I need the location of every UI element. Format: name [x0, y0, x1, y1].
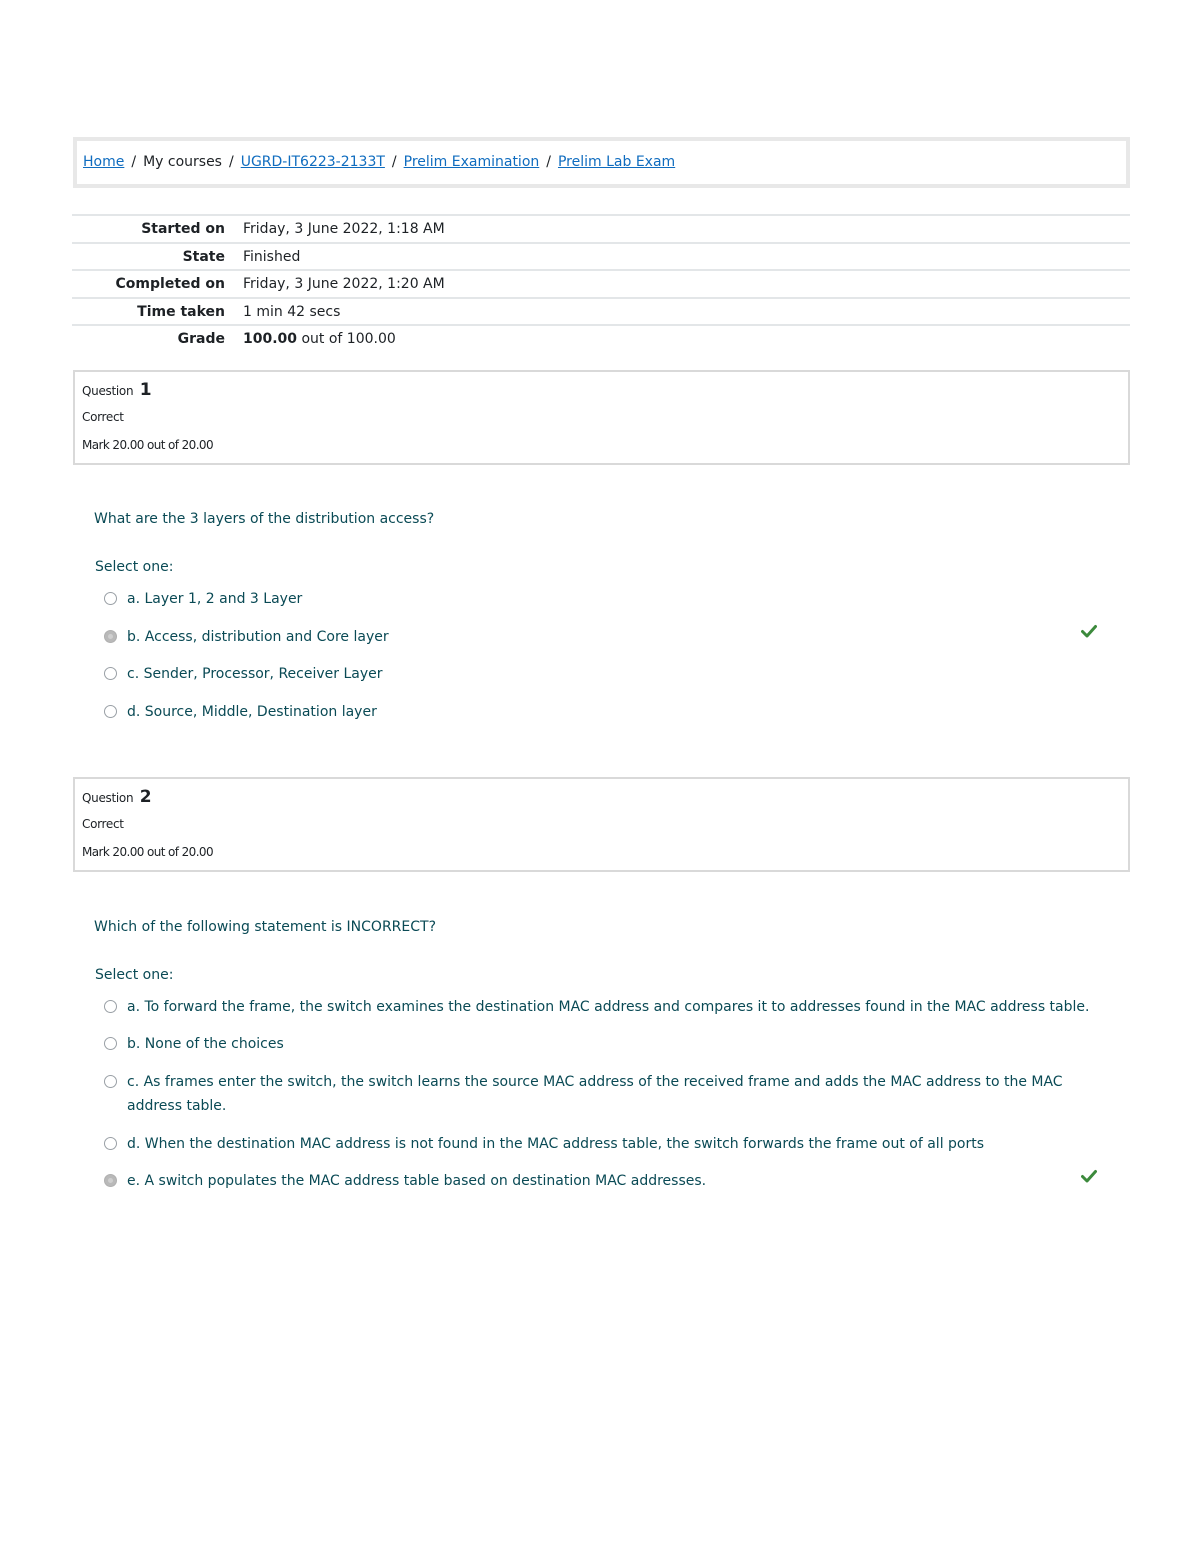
- select-one-prompt: Select one:: [95, 967, 174, 983]
- radio-button-checked[interactable]: [104, 1174, 117, 1187]
- breadcrumb: [83, 154, 675, 170]
- radio-button[interactable]: [104, 1037, 117, 1050]
- summary-row-started-on: [72, 214, 1130, 242]
- question-text: Which of the following statement is INCORRECT?: [94, 919, 437, 935]
- grade-out-of: out of 100.00: [301, 331, 396, 347]
- breadcrumb-activity-link[interactable]: Prelim Lab Exam: [557, 154, 676, 170]
- grade-score: 100.00: [243, 331, 298, 347]
- breadcrumb-separator: /: [228, 154, 234, 170]
- summary-value: Friday, 3 June 2022, 1:18 AM: [243, 221, 445, 237]
- radio-button[interactable]: [104, 1000, 117, 1013]
- summary-row-completed-on: [72, 269, 1130, 297]
- question-number-value: 2: [139, 787, 152, 807]
- summary-row-grade: [72, 324, 1130, 352]
- question-label: Question: [82, 384, 134, 398]
- attempt-summary-table: [72, 214, 1130, 352]
- answer-option-text: b. Access, distribution and Core layer: [127, 629, 389, 645]
- answer-option-text: a. To forward the frame, the switch examines the destination MAC address and compares it to addresses found in the MAC address table.: [127, 999, 1090, 1015]
- breadcrumb-separator: /: [546, 154, 551, 170]
- question-state: Correct: [82, 817, 124, 831]
- question-number: [82, 787, 151, 807]
- check-icon: [1081, 624, 1097, 638]
- question-grade: Mark 20.00 out of 20.00: [82, 845, 213, 859]
- question-label: Question: [82, 791, 134, 805]
- breadcrumb-home-link[interactable]: Home: [83, 154, 125, 170]
- summary-row-time-taken: [72, 297, 1130, 325]
- answer-option-text: a. Layer 1, 2 and 3 Layer: [127, 591, 303, 607]
- radio-button[interactable]: [104, 1075, 117, 1088]
- radio-button[interactable]: [104, 1137, 117, 1150]
- summary-value: [243, 331, 396, 347]
- check-icon: [1081, 1169, 1097, 1183]
- radio-button[interactable]: [104, 592, 117, 605]
- question-number-value: 1: [139, 380, 152, 400]
- question-text: What are the 3 layers of the distribution access?: [94, 511, 435, 527]
- question-grade: Mark 20.00 out of 20.00: [82, 438, 213, 452]
- radio-button-checked[interactable]: [104, 630, 117, 643]
- answer-option-text: b. None of the choices: [127, 1036, 284, 1052]
- breadcrumb-separator: /: [131, 154, 137, 170]
- question-number: [82, 380, 151, 400]
- radio-button[interactable]: [104, 705, 117, 718]
- answer-option-text: d. When the destination MAC address is not found in the MAC address table, the switch forwards the frame out of all ports: [127, 1136, 985, 1152]
- summary-value: 1 min 42 secs: [243, 303, 341, 320]
- summary-value: Finished: [243, 248, 301, 265]
- breadcrumb-my-courses: My courses: [143, 154, 222, 170]
- breadcrumb-course-link[interactable]: UGRD-IT6223-2133T: [240, 154, 385, 170]
- question-info-box: [73, 370, 1130, 465]
- summary-row-state: [72, 242, 1130, 270]
- select-one-prompt: Select one:: [95, 559, 174, 575]
- question-info-box: [73, 777, 1130, 872]
- breadcrumb-section-link[interactable]: Prelim Examination: [403, 154, 540, 170]
- summary-label: State: [182, 248, 225, 265]
- summary-label: Completed on: [115, 276, 225, 292]
- summary-label: Time taken: [137, 303, 225, 320]
- question-state: Correct: [82, 410, 124, 424]
- answer-option-text: e. A switch populates the MAC address table based on destination MAC addresses.: [127, 1173, 707, 1189]
- summary-label: Grade: [177, 331, 225, 347]
- answer-option-text: c. Sender, Processor, Receiver Layer: [127, 666, 383, 682]
- summary-label: Started on: [141, 221, 225, 237]
- summary-value: Friday, 3 June 2022, 1:20 AM: [243, 276, 445, 292]
- answer-option-text: d. Source, Middle, Destination layer: [127, 704, 377, 720]
- answer-option-text: c. As frames enter the switch, the switch learns the source MAC address of the received frame and adds the MAC address to the MAC address table.: [127, 1074, 1063, 1114]
- radio-button[interactable]: [104, 667, 117, 680]
- breadcrumb-bar: [73, 137, 1130, 188]
- breadcrumb-separator: /: [391, 154, 397, 170]
